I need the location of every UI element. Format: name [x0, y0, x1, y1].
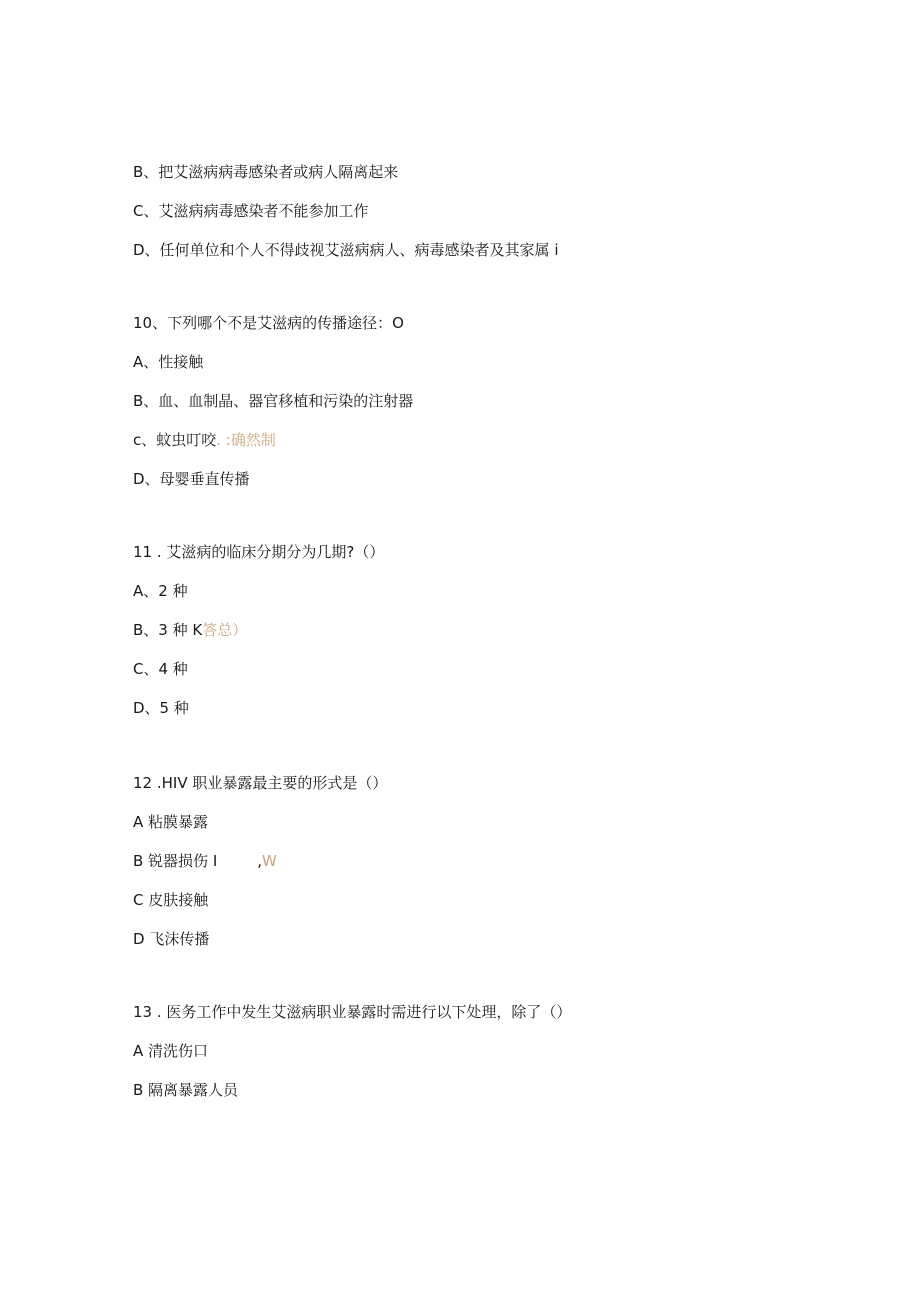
q10-option-c-row [133, 430, 276, 450]
q10-option-d: D、母婴垂直传播 [133, 470, 250, 488]
q11-option-b-mark: 答总） [202, 621, 248, 639]
q12-option-c: C 皮肤接触 [133, 891, 209, 909]
q11-option-c: C、4 种 [133, 660, 188, 678]
q12-option-b-row [133, 851, 277, 871]
q11-option-a: A、2 种 [133, 582, 188, 600]
q12-question: 12 .HIV 职业暴露最主要的形式是（） [133, 774, 388, 792]
q10-option-c-mark: . :确然制 [216, 431, 276, 449]
q13-option-b: B 隔离暴露人员 [133, 1081, 239, 1099]
q13-question: 13 . 医务工作中发生艾滋病职业暴露时需进行以下处理，除了（） [133, 1003, 572, 1021]
q12-option-a: A 粘膜暴露 [133, 813, 209, 831]
q10-option-c: c、蚊虫叮咬 [133, 431, 217, 449]
q11-question: 11 . 艾滋病的临床分期分为几期?（） [133, 543, 385, 561]
q11-option-b-row [133, 620, 247, 640]
q11-option-b: B、3 种 K [133, 621, 203, 639]
q9-option-d: D、任何单位和个人不得歧视艾滋病病人、病毒感染者及其家属 i [133, 241, 559, 259]
q11-option-d: D、5 种 [133, 699, 189, 717]
q12-option-d: D 飞沫传播 [133, 930, 210, 948]
q12-option-b-mark: W [262, 852, 277, 870]
q12-option-b-separator: , [257, 852, 263, 870]
q12-option-b: B 锐器损伤 I [133, 852, 218, 870]
q10-option-a: A、性接触 [133, 353, 204, 371]
q13-option-a: A 清洗伤口 [133, 1042, 209, 1060]
q9-option-c: C、艾滋病病毒感染者不能参加工作 [133, 202, 369, 220]
q10-question: 10、下列哪个不是艾滋病的传播途径：O [133, 314, 404, 332]
q9-option-b: B、把艾滋病病毒感染者或病人隔离起来 [133, 163, 399, 181]
q10-option-b: B、血、血制晶、器官移植和污染的注射器 [133, 392, 414, 410]
